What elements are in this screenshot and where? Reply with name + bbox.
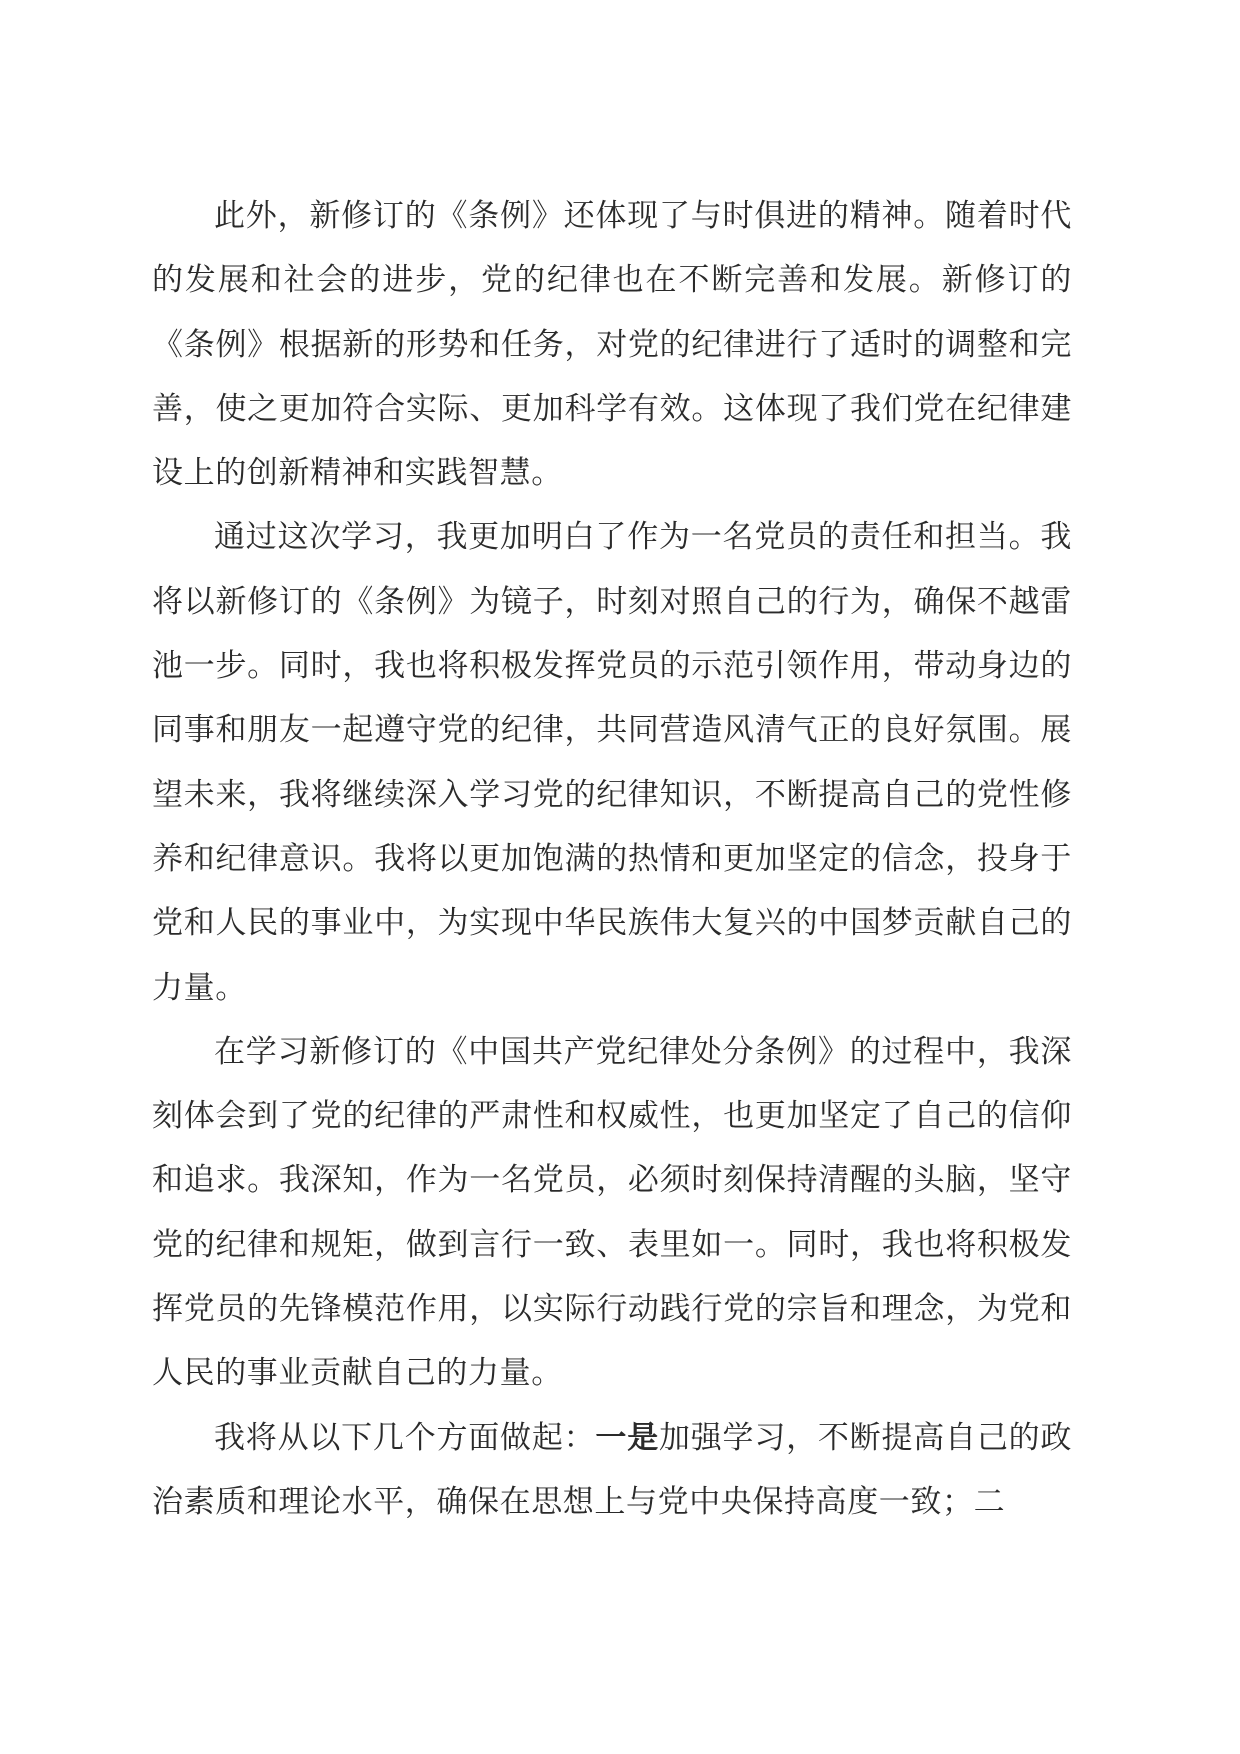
paragraph-3: 在学习新修订的《中国共产党纪律处分条例》的过程中，我深刻体会到了党的纪律的严肃性和权威性，也更加坚定了自己的信仰和追求。我深知，作为一名党员，必须时刻保持清醒的头脑，坚守党的纪律和规矩，做到言行一致、表里如一。同时，我也将积极发挥党员的先锋模范作用，以实际行动践行党的宗旨和理念，为党和人民的事业贡献自己的力量。 [152,1033,1072,1392]
paragraph-2: 通过这次学习，我更加明白了作为一名党员的责任和担当。我将以新修订的《条例》为镜子，时刻对照自己的行为，确保不越雷池一步。同时，我也将积极发挥党员的示范引领作用，带动身边的同事和朋友一起遵守党的纪律，共同营造风清气正的良好氛围。展望未来，我将继续深入学习党的纪律知识，不断提高自己的党性修养和纪律意识。我将以更加饱满的热情和更加坚定的信念，投身于党和人民的事业中，为实现中华民族伟大复兴的中国梦贡献自己的力量。 [152,519,1072,1006]
paragraph-4-bold-marker: 一是 [595,1419,659,1456]
paragraph-4 [152,1406,1072,1535]
paragraph-1: 此外，新修订的《条例》还体现了与时俱进的精神。随着时代的发展和社会的进步，党的纪律也在不断完善和发展。新修订的《条例》根据新的形势和任务，对党的纪律进行了适时的调整和完善，使之更加符合实际、更加科学有效。这体现了我们党在纪律建设上的创新精神和实践智慧。 [152,198,1072,492]
paragraph-4-rest: 加强学习，不断提高自己的政治素质和理论水平，确保在思想上与党中央保持高度一致；二 [152,1419,1072,1520]
paragraph-4-prefix: 我将从以下几个方面做起： [214,1419,596,1456]
document-body [152,184,1072,1534]
